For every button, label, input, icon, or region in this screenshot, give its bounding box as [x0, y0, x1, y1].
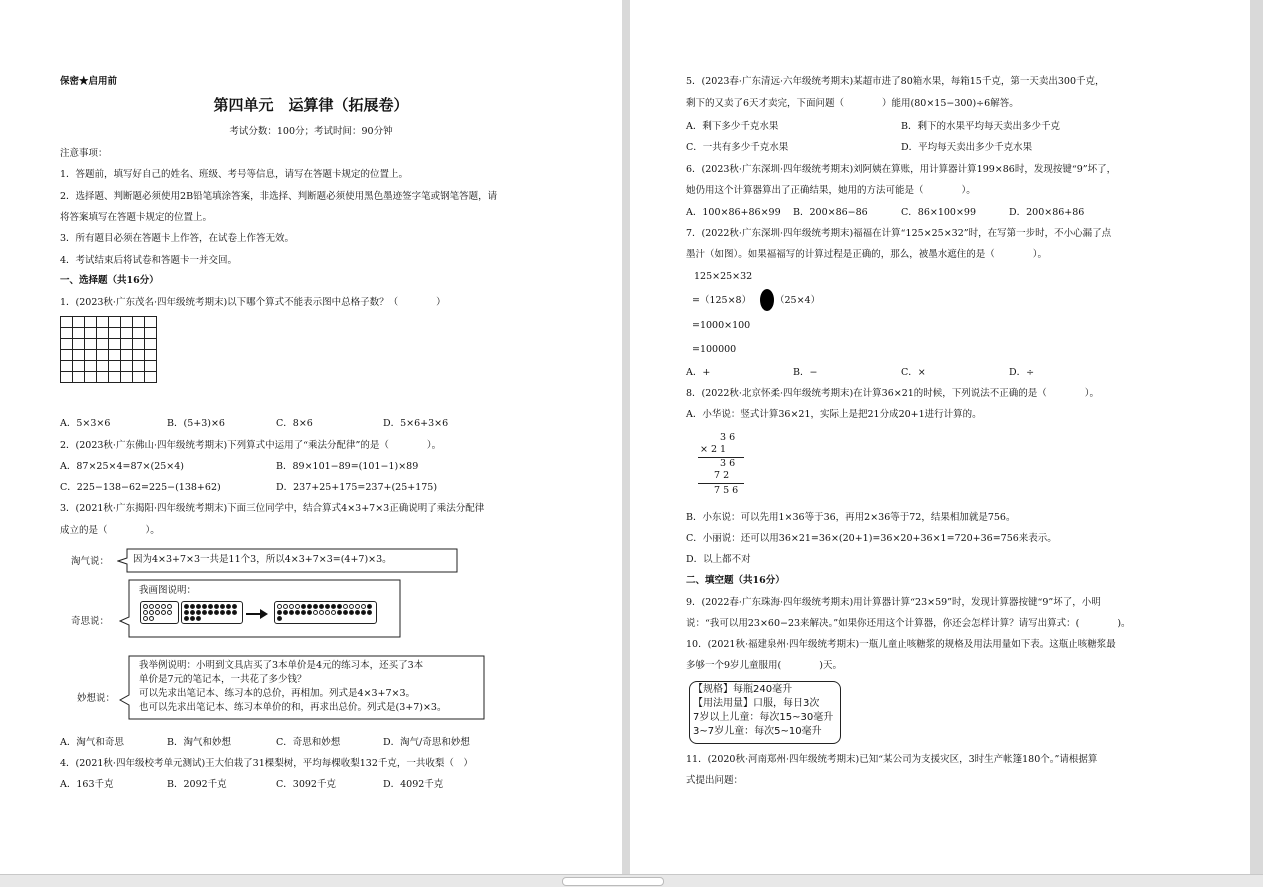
- option-d: D．以上都不对: [686, 554, 751, 565]
- dot-group-11x3: [274, 601, 377, 624]
- qisi-label: 奇思说：: [71, 616, 110, 627]
- option-a: A．163千克: [60, 779, 114, 790]
- notice-item: 2．选择题、判断题必须使用2B铅笔填涂答案，非选择、判断题必须使用黑色墨迹签字笔或钢笔答题，请: [60, 191, 498, 202]
- option-d: D．200×86+86: [1009, 207, 1085, 218]
- notice-item: 1．答题前，填写好自己的姓名、班级、考号等信息，请写在答题卡规定的位置上。: [60, 169, 409, 180]
- question-1: 1．(2023秋·广东茂名·四年级统考期末)以下哪个算式不能表示图中总格子数？（ ）: [60, 297, 446, 308]
- option-c: C．小丽说：还可以用36×21=36×(20+1)=36×20+36×1=720+36=756来表示。: [686, 533, 1057, 544]
- grid-figure: [60, 316, 157, 383]
- option-d: D．4092千克: [383, 779, 444, 790]
- option-b: B．(5+3)×6: [167, 418, 225, 429]
- page-left: [0, 0, 622, 874]
- question-3: 3．(2021秋·广东揭阳·四年级统考期末)下面三位同学中，结合算式4×3+7×3正确说明了乘法分配律: [60, 503, 485, 514]
- calc-line: =1000×100: [692, 320, 751, 331]
- notice-item: 3．所有题目必须在答题卡上作答，在试卷上作答无效。: [60, 233, 295, 244]
- option-d: D．237+25+175=237+(25+175): [276, 482, 438, 493]
- section-choice-heading: 一、选择题（共16分）: [60, 275, 159, 286]
- miaoxiang-text: 可以先求出笔记本、练习本的总价，再相加。列式是4×3+7×3。: [139, 688, 416, 699]
- right-arrow-icon: [246, 609, 268, 619]
- vertical-calc-line: × 2 1: [700, 444, 727, 455]
- calc-line: （25×4）: [775, 295, 821, 306]
- option-b: B．小东说：可以先用1×36等于36，再用2×36等于72，结果相加就是756。: [686, 512, 1016, 523]
- question-11: 11．(2020秋·河南郑州·四年级统考期末)已知“某公司为支援灾区，3时生产帐篷180个。”请根据算: [686, 754, 1098, 765]
- page-title: 第四单元 运算律（拓展卷）: [213, 96, 409, 114]
- label-line: 【用法用量】口服，每日3次: [693, 698, 820, 709]
- notice-item: 4．考试结束后将试卷和答题卡一并交回。: [60, 255, 238, 266]
- question-10: 10．(2021秋·福建泉州·四年级统考期末)一瓶儿童止咳糖浆的规格及用法用量如下表。这瓶止咳糖浆最: [686, 639, 1116, 650]
- option-a: A．淘气和奇思: [60, 737, 124, 748]
- option-b: B．淘气和妙想: [167, 737, 231, 748]
- question-10-cont: 多够一个9岁儿童服用( )天。: [686, 660, 842, 671]
- calc-rule: [698, 483, 744, 484]
- option-b: B．200×86−86: [793, 207, 868, 218]
- question-7-cont: 墨汁（如图）。如果福福写的计算过程是正确的，那么，被墨水遮住的是（ ）。: [686, 249, 1048, 260]
- option-c: C．86×100×99: [901, 207, 976, 218]
- option-d: D．÷: [1009, 367, 1035, 378]
- taoqi-text: 因为4×3+7×3一共是11个3，所以4×3+7×3=(4+7)×3。: [133, 554, 392, 565]
- option-b: B．−: [793, 367, 818, 378]
- option-c: C．3092千克: [276, 779, 336, 790]
- option-a: A．5×3×6: [60, 418, 111, 429]
- label-line: 3~7岁儿童：每次5~10毫升: [693, 726, 822, 737]
- option-c: C．225−138−62=225−(138+62): [60, 482, 221, 493]
- option-c: C．8×6: [276, 418, 313, 429]
- option-b: B．2092千克: [167, 779, 227, 790]
- option-c: C．奇思和妙想: [276, 737, 341, 748]
- qisi-head: 我画图说明：: [139, 585, 197, 596]
- option-c: C．一共有多少千克水果: [686, 142, 789, 153]
- question-5: 5．(2023春·广东清远·六年级统考期末)某超市进了80箱水果，每箱15千克，第一天卖出300千克，: [686, 76, 1105, 87]
- question-2: 2．(2023秋·广东佛山·四年级统考期末)下列算式中运用了“乘法分配律”的是（ ）。: [60, 440, 442, 451]
- vertical-calc-line: 3 6: [720, 432, 736, 443]
- option-b: B．89×101−89=(101−1)×89: [276, 461, 419, 472]
- calc-line: =（125×8）: [692, 295, 752, 306]
- option-d: D．平均每天卖出多少千克水果: [901, 142, 1033, 153]
- taoqi-label: 淘气说：: [71, 556, 110, 567]
- option-a: A．100×86+86×99: [686, 207, 781, 218]
- label-line: 7岁以上儿童：每次15~30毫升: [693, 712, 834, 723]
- calc-line: =100000: [692, 344, 737, 355]
- section-fill-heading: 二、填空题（共16分）: [686, 575, 785, 586]
- label-line: 【规格】每瓶240毫升: [693, 684, 793, 695]
- question-6-cont: 她仍用这个计算器算出了正确结果，她用的方法可能是（ ）。: [686, 185, 976, 196]
- option-a: A．+: [686, 367, 711, 378]
- option-c: C．×: [901, 367, 926, 378]
- question-9-cont: 说：“我可以用23×60−23来解决。”如果你还用这个计算器，你还会怎样计算？请写出算式：( )。: [686, 618, 1131, 629]
- exam-info: 考试分数：100分；考试时间：90分钟: [229, 126, 393, 137]
- question-8: 8．(2022秋·北京怀柔·四年级统考期末)在计算36×21的时候，下列说法不正确的是（ ）。: [686, 388, 1100, 399]
- calc-line: 125×25×32: [694, 271, 753, 282]
- miaoxiang-label: 妙想说：: [77, 693, 116, 704]
- horizontal-scrollbar[interactable]: [0, 874, 1263, 887]
- vertical-calc-line: 3 6: [720, 458, 736, 469]
- question-9: 9．(2022春·广东珠海·四年级统考期末)用计算器计算“23×59”时，发现计算器按键“9”坏了，小明: [686, 597, 1101, 608]
- notice-heading: 注意事项：: [60, 148, 108, 159]
- secret-label: 保密★启用前: [60, 76, 118, 87]
- miaoxiang-text: 单价是7元的笔记本，一共花了多少钱？: [139, 674, 307, 685]
- vertical-calc-line: 7 2: [714, 470, 730, 481]
- question-5-cont: 剩下的又卖了6天才卖完，下面问题（ ）能用(80×15−300)÷6解答。: [686, 98, 1019, 109]
- option-d: D．淘气/奇思和妙想: [383, 737, 470, 748]
- option-b: B．剩下的水果平均每天卖出多少千克: [901, 121, 1060, 132]
- question-6: 6．(2023秋·广东深圳·四年级统考期末)刘阿姨在算账，用计算器计算199×86时，发现按键“9”坏了，: [686, 164, 1117, 175]
- option-a: A．剩下多少千克水果: [686, 121, 779, 132]
- option-d: D．5×6+3×6: [383, 418, 449, 429]
- question-4: 4．(2021秋·四年级校考单元测试)王大伯栽了31棵梨树，平均每棵收梨132千克，一共收梨（ ）: [60, 758, 473, 769]
- notice-item: 将答案填写在答题卡规定的位置上。: [60, 212, 213, 223]
- ink-blot-icon: [759, 288, 775, 312]
- miaoxiang-text: 也可以先求出笔记本、练习本单价的和，再求出总价。列式是(3+7)×3。: [139, 702, 447, 713]
- question-11-cont: 式提出问题：: [686, 775, 744, 786]
- dot-group-4x3: [140, 601, 179, 624]
- miaoxiang-text: 我举例说明：小明到文具店买了3本单价是4元的练习本，还买了3本: [139, 660, 424, 671]
- question-7: 7．(2022秋·广东深圳·四年级统考期末)福福在计算“125×25×32”时，在写第一步时，不小心漏了点: [686, 228, 1112, 239]
- option-a: A．小华说：竖式计算36×21，实际上是把21分成20+1进行计算的。: [686, 409, 982, 420]
- page-right: [630, 0, 1250, 874]
- vertical-calc-line: 7 5 6: [714, 485, 739, 496]
- scrollbar-thumb[interactable]: [562, 877, 664, 886]
- dot-group-7x3: [181, 601, 243, 624]
- option-a: A．87×25×4=87×(25×4): [60, 461, 185, 472]
- question-3-cont: 成立的是（ ）。: [60, 525, 160, 536]
